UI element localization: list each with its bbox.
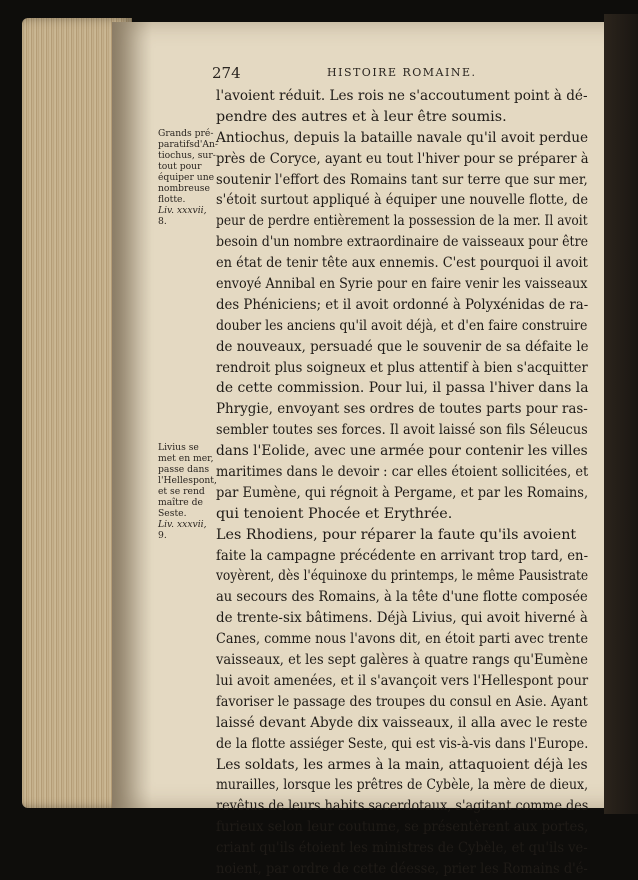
text-line: favoriser le passage des troupes du consul en Asie. Ayant	[216, 693, 588, 710]
text-line: Les Rhodiens, pour réparer la faute qu'ils avoient	[216, 526, 577, 543]
text-line: des Phéniciens; et il avoit ordonné à Polyxénidas de ra-	[216, 296, 589, 313]
margin-note-line: Seste.	[158, 508, 187, 519]
text-line: voyèrent, dès l'équinoxe du printemps, le même Pausistrate	[216, 568, 589, 585]
margin-note-reference: 9.	[158, 530, 167, 541]
text-line: de la flotte assiéger Seste, qui est vis-à-vis dans l'Europe.	[216, 735, 589, 752]
text-line: furieux selon leur coutume, se présentèrent aux portes,	[216, 819, 589, 836]
text-line: noient, par ordre de cette déesse, prier les Romains d'é-	[216, 860, 588, 877]
text-line: l'avoient réduit. Les rois ne s'accoutument point à dé-	[216, 88, 588, 104]
margin-note-line: paratifsd'An-	[158, 139, 219, 150]
margin-note-reference: Liv. xxxvii,	[158, 519, 207, 530]
margin-note-line: équiper une	[158, 172, 215, 183]
text-line: besoin d'un nombre extraordinaire de vaisseaux pour être	[216, 234, 589, 251]
gutter-shadow	[112, 22, 152, 808]
margin-note-line: Grands pré-	[158, 128, 214, 139]
text-line: douber les anciens qu'il avoit déjà, et d'en faire construire	[216, 317, 588, 334]
text-line: revêtus de leurs habits sacerdotaux, s'agitant comme des	[216, 798, 589, 815]
text-line: de nouveaux, persuadé que le souvenir de sa défaite le	[216, 338, 589, 355]
text-line: de trente-six bâtimens. Déjà Livius, qui avoit hiverné à	[216, 610, 588, 627]
text-line: murailles, lorsque les prêtres de Cybèle, la mère de dieux,	[216, 777, 589, 794]
text-line: envoyé Annibal en Syrie pour en faire venir les vaisseaux	[216, 276, 588, 293]
text-line: sembler toutes ses forces. Il avoit laissé son fils Séleucus	[216, 422, 588, 439]
text-line: dans l'Eolide, avec une armée pour contenir les villes	[216, 443, 588, 460]
margin-note-line: maître de	[158, 497, 203, 508]
text-line: Phrygie, envoyant ses ordres de toutes parts pour ras-	[216, 401, 588, 418]
text-line: maritimes dans le devoir : car elles étoient sollicitées, et	[216, 464, 589, 481]
text-line: Antiochus, depuis la bataille navale qu'il avoit perdue	[216, 129, 589, 146]
text-line: par Eumène, qui régnoit à Pergame, et par les Romains,	[216, 484, 589, 501]
text-line: qui tenoient Phocée et Erythrée.	[216, 505, 453, 522]
text-line: de cette commission. Pour lui, il passa l'hiver dans la	[216, 380, 589, 397]
page-header	[212, 64, 587, 80]
margin-note-line: l'Hellespont,	[158, 475, 217, 486]
text-line: peur de perdre entièrement la possession de la mer. Il avoit	[216, 213, 588, 230]
text-line: criant qu'ils étoient les ministres de Cybèle, et qu'ils ve-	[216, 840, 588, 857]
text-line: lui avoit amenées, et il s'avançoit vers l'Hellespont pour	[216, 672, 589, 689]
margin-note-line: passe dans	[158, 464, 210, 475]
text-line: au secours des Romains, à la tête d'une flotte composée	[216, 589, 588, 606]
text-line: laissé devant Abyde dix vaisseaux, il alla avec le reste	[216, 714, 588, 731]
margin-note-reference: 8.	[158, 216, 167, 227]
text-line: soutenir l'effort des Romains tant sur terre que sur mer,	[216, 171, 588, 188]
text-line: Les soldats, les armes à la main, attaquoient déjà les	[216, 756, 588, 773]
margin-note-line: flotte.	[158, 194, 186, 205]
margin-note-line: tout pour	[158, 161, 202, 172]
margin-note-livius	[158, 442, 222, 541]
margin-note-line: met en mer,	[158, 453, 214, 464]
margin-note-line: nombreuse	[158, 183, 210, 194]
margin-note-line: Livius se	[158, 442, 199, 453]
margin-note-reference: Liv. xxxvii,	[158, 205, 207, 216]
margin-note-line: et se rend	[158, 486, 205, 497]
text-line: vaisseaux, et les sept galères à quatre rangs qu'Eumène	[216, 652, 588, 669]
text-line: faite la campagne précédente en arrivant trop tard, en-	[216, 547, 589, 564]
body-text	[216, 86, 588, 880]
running-title: HISTOIRE ROMAINE.	[327, 66, 477, 79]
page-number: 274	[212, 64, 241, 82]
margin-note-line: tiochus, sur-	[158, 150, 216, 161]
text-line: rendroit plus soigneux et plus attentif à bien s'acquitter	[216, 359, 588, 376]
text-line: près de Coryce, ayant eu tout l'hiver pour se préparer à	[216, 150, 589, 167]
margin-note-antiochus	[158, 128, 222, 227]
text-line: en état de tenir tête aux ennemis. C'est pourquoi il avoit	[216, 255, 588, 272]
facing-page-edge	[604, 14, 638, 814]
text-line: pendre des autres et à leur être soumis.	[216, 108, 507, 125]
text-line: Canes, comme nous l'avons dit, en étoit parti avec trente	[216, 631, 589, 648]
text-line: s'étoit surtout appliqué à équiper une nouvelle flotte, de	[216, 192, 589, 209]
